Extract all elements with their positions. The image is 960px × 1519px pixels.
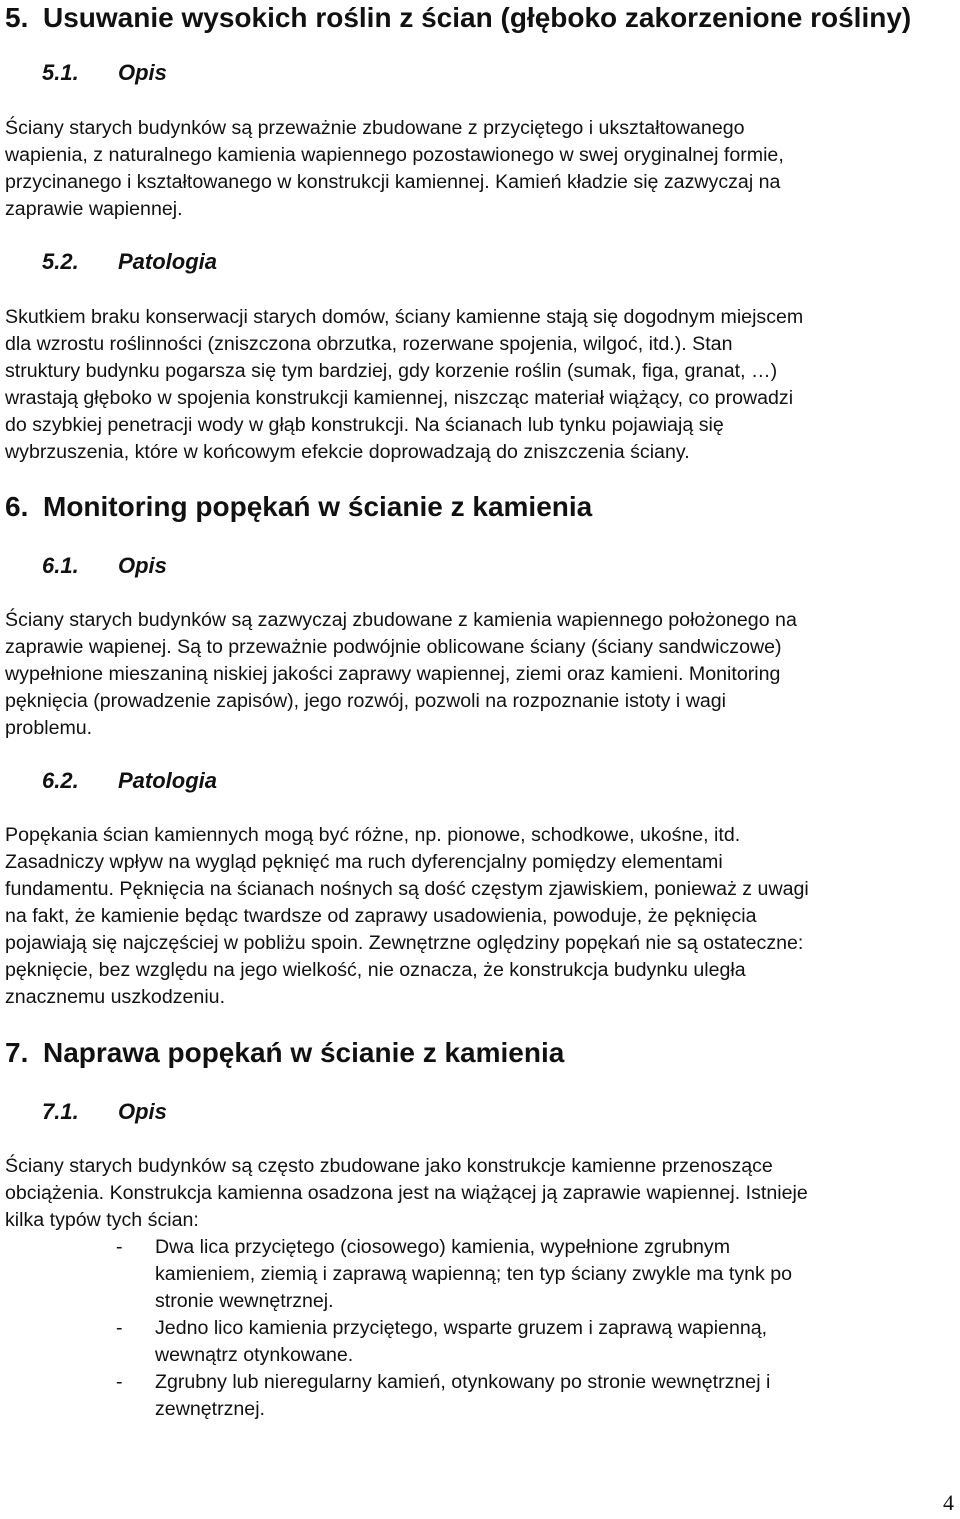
paragraph-line: wypełnione mieszaniną niskiej jakości zaprawy wapiennej, ziemi oraz kamieni. Monitoring (5, 663, 781, 685)
page-number: 4 (943, 1490, 954, 1515)
section-title: Naprawa popękań w ścianie z kamienia (43, 1037, 565, 1068)
paragraph-line: przycinanego i kształtowanego w konstrukcji kamiennej. Kamień kładzie się zazwyczaj na (5, 171, 781, 193)
paragraph-line: do szybkiej penetracji wody w głąb konstrukcji. Na ścianach lub tynku pojawiają się (5, 414, 724, 436)
paragraph-line: Popękania ścian kamiennych mogą być różne, np. pionowe, schodkowe, ukośne, itd. (5, 824, 741, 846)
section-heading (5, 1, 911, 35)
subsection-heading (5, 552, 167, 580)
paragraph-line: Skutkiem braku konserwacji starych domów, ściany kamienne stają się dogodnym miejscem (5, 306, 804, 328)
paragraph-line: struktury budynku pogarsza się tym bardziej, gdy korzenie roślin (sumak, figa, granat, …) (5, 360, 778, 382)
subsection-number: 5.1. (42, 60, 79, 85)
paragraph-line: wapienia, z naturalnego kamienia wapiennego pozostawionego w swej oryginalnej formie, (5, 144, 784, 166)
subsection-heading (5, 59, 167, 87)
section-title: Usuwanie wysokich roślin z ścian (głęboko zakorzenione rośliny) (43, 2, 912, 33)
paragraph-line: Ściany starych budynków są przeważnie zbudowane z przyciętego i ukształtowanego (5, 117, 745, 139)
paragraph-line: Zasadniczy wpływ na wygląd pęknięć ma ruch dyferencjalny pomiędzy elementami (5, 851, 723, 873)
paragraph-line: wybrzuszenia, które w końcowym efekcie doprowadzają do zniszczenia ściany. (5, 441, 690, 463)
section-number: 6. (5, 491, 29, 522)
section-title: Monitoring popękań w ścianie z kamienia (43, 491, 593, 522)
subsection-heading (5, 1098, 167, 1126)
paragraph-line: pęknięcia (prowadzenie zapisów), jego rozwój, pozwoli na rozpoznanie istoty i wagi (5, 690, 726, 712)
subsection-title: Opis (118, 553, 167, 578)
paragraph-line: zaprawie wapienej. Są to przeważnie podwójnie oblicowane ściany (ściany sandwiczowe) (5, 636, 782, 658)
list-bullet: - (116, 1371, 123, 1393)
paragraph-line: obciążenia. Konstrukcja kamienna osadzona jest na wiążącej ją zaprawie wapiennej. Istnieje (5, 1182, 808, 1204)
list-item-line: kamieniem, ziemią i zaprawą wapienną; ten typ ściany zwykle ma tynk po (155, 1263, 793, 1285)
paragraph-line: dla wzrostu roślinności (zniszczona obrzutka, rozerwane spojenia, wilgoć, itd.). Stan (5, 333, 733, 355)
section-heading (5, 1036, 564, 1070)
subsection-number: 6.1. (42, 553, 79, 578)
subsection-title: Patologia (118, 249, 218, 274)
list-item-line: zewnętrznej. (155, 1398, 265, 1420)
list-item-line: Jedno lico kamienia przyciętego, wsparte gruzem i zaprawą wapienną, (155, 1317, 768, 1339)
subsection-title: Opis (118, 60, 167, 85)
paragraph-line: pęknięcie, bez względu na jego wielkość, nie oznacza, że konstrukcja budynku uległa (5, 959, 746, 981)
subsection-number: 5.2. (42, 249, 79, 274)
subsection-number: 7.1. (42, 1099, 79, 1124)
paragraph-line: fundamentu. Pęknięcia na ścianach nośnych są dość częstym zjawiskiem, ponieważ z uwagi (5, 878, 809, 900)
list-bullet: - (116, 1317, 123, 1339)
section-number: 7. (5, 1037, 29, 1068)
paragraph-line: na fakt, że kamienie będąc twardsze od zaprawy usadowienia, powoduje, że pęknięcia (5, 905, 757, 927)
paragraph-line: Ściany starych budynków są zazwyczaj zbudowane z kamienia wapiennego położonego na (5, 609, 797, 631)
subsection-heading (5, 767, 217, 795)
list-item-line: Dwa lica przyciętego (ciosowego) kamienia, wypełnione zgrubnym (155, 1236, 731, 1258)
paragraph-line: zaprawie wapiennej. (5, 198, 183, 220)
paragraph-line: problemu. (5, 717, 93, 739)
subsection-title: Opis (118, 1099, 167, 1124)
list-item-line: stronie wewnętrznej. (155, 1290, 334, 1312)
section-heading (5, 490, 592, 524)
list-item-line: Zgrubny lub nieregularny kamień, otynkowany po stronie wewnętrznej i (155, 1371, 771, 1393)
list-item-line: wewnątrz otynkowane. (155, 1344, 354, 1366)
paragraph-line: znacznemu uszkodzeniu. (5, 986, 226, 1008)
subsection-number: 6.2. (42, 768, 79, 793)
section-number: 5. (5, 2, 29, 33)
paragraph-line: kilka typów tych ścian: (5, 1209, 199, 1231)
paragraph-line: pojawiają się najczęściej w pobliżu spoin. Zewnętrzne oględziny popękań nie są ostateczne: (5, 932, 804, 954)
paragraph-line: wrastają głęboko w spojenia konstrukcji kamiennej, niszcząc materiał wiążący, co prowadzi (5, 387, 794, 409)
subsection-heading (5, 248, 217, 276)
paragraph-line: Ściany starych budynków są często zbudowane jako konstrukcje kamienne przenoszące (5, 1155, 773, 1177)
subsection-title: Patologia (118, 768, 218, 793)
list-bullet: - (116, 1236, 123, 1258)
